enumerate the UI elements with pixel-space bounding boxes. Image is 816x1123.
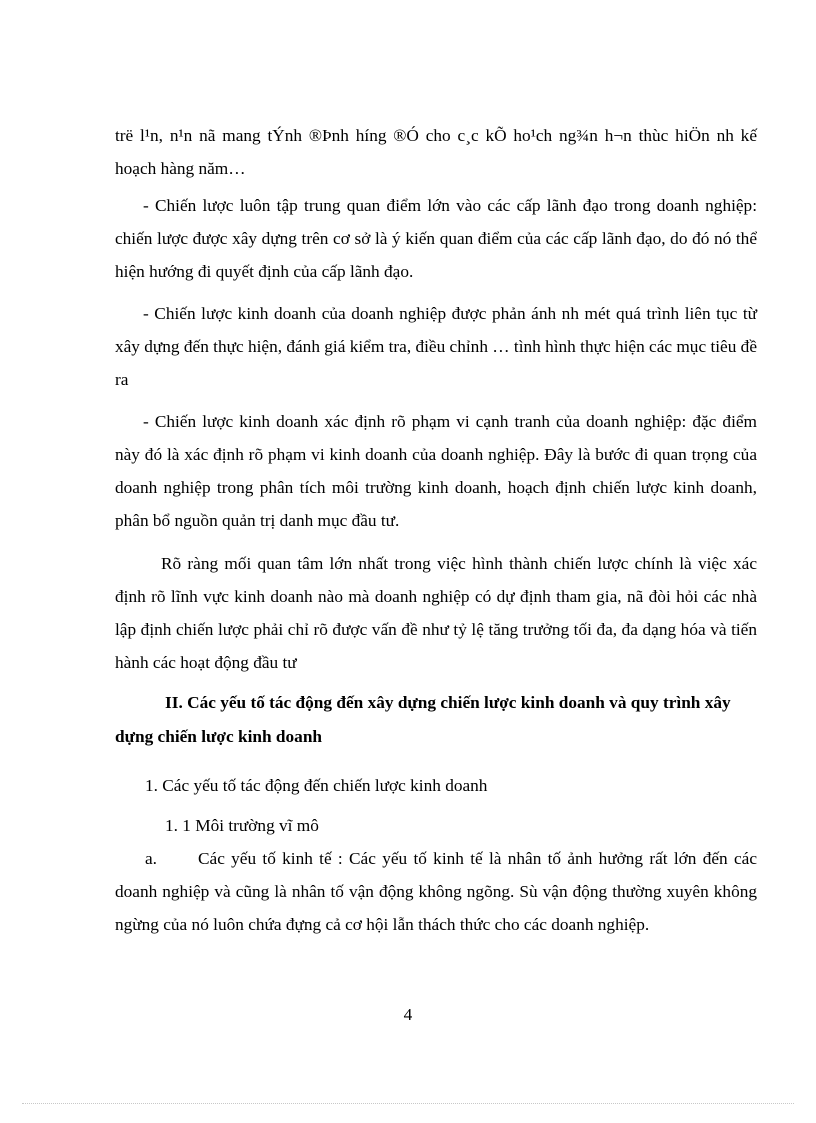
subsubsection-heading: 1. 1 Môi trường vĩ mô — [165, 816, 319, 835]
list-item-marker: a. — [145, 849, 157, 868]
paragraph-continuation: trë l¹n, n¹n nã mang tÝnh ®Þnh híng ®Ó cho c¸c kÕ ho¹ch ng¾n h¬n thùc hiÖn nh kế hoạch hàng năm… — [115, 126, 757, 178]
section-heading: II. Các yếu tố tác động đến xây dựng chiến lược kinh doanh và quy trình xây dựng chiến lược kinh doanh — [115, 693, 731, 746]
subsection-heading: 1. Các yếu tố tác động đến chiến lược kinh doanh — [145, 776, 488, 795]
paragraph-conclusion: Rõ ràng mối quan tâm lớn nhất trong việc hình thành chiến lược chính là việc xác định rõ lĩnh vực kinh doanh nào mà doanh nghiệp có dự định tham gia, nã đòi hỏi các nhà lập định chiến lược phải chỉ rõ được vấn đề như tỷ lệ tăng trưởng tối đa, đa dạng hóa và tiến hành các hoạt động đầu tư — [115, 554, 757, 672]
list-item-a — [115, 842, 757, 941]
paragraph-strategy-process: - Chiến lược kinh doanh của doanh nghiệp được phản ánh nh mét quá trình liên tục từ xây dựng đến thực hiện, đánh giá kiểm tra, điều chỉnh … tình hình thực hiện các mục tiêu đề ra — [115, 304, 757, 389]
page-divider — [22, 1103, 794, 1104]
list-item-text: Các yếu tố kinh tế : Các yếu tố kinh tế là nhân tố ảnh hưởng rất lớn đến các doanh nghiệp và cũng là nhân tố vận động không ngõng. Sù vận động thường xuyên không ngừng của nó luôn chứa đựng cả cơ hội lẫn thách thức cho các doanh nghiệp. — [115, 849, 757, 934]
page-number: 4 — [403, 1005, 413, 1024]
paragraph-strategy-scope: - Chiến lược kinh doanh xác định rõ phạm vi cạnh tranh của doanh nghiệp: đặc điểm này đó là xác định rõ phạm vi kinh doanh của doanh nghiệp. Đây là bước đi quan trọng của doanh nghiệp trong phân tích môi trường kinh doanh, hoạch định chiến lược kinh doanh, phân bổ nguồn quản trị danh mục đầu tư. — [115, 412, 757, 530]
paragraph-strategy-leadership: - Chiến lược luôn tập trung quan điểm lớn vào các cấp lãnh đạo trong doanh nghiệp: chiến lược được xây dựng trên cơ sở là ý kiến quan điểm của các cấp lãnh đạo, do đó nó thể hiện hướng đi quyết định của cấp lãnh đạo. — [115, 196, 757, 281]
